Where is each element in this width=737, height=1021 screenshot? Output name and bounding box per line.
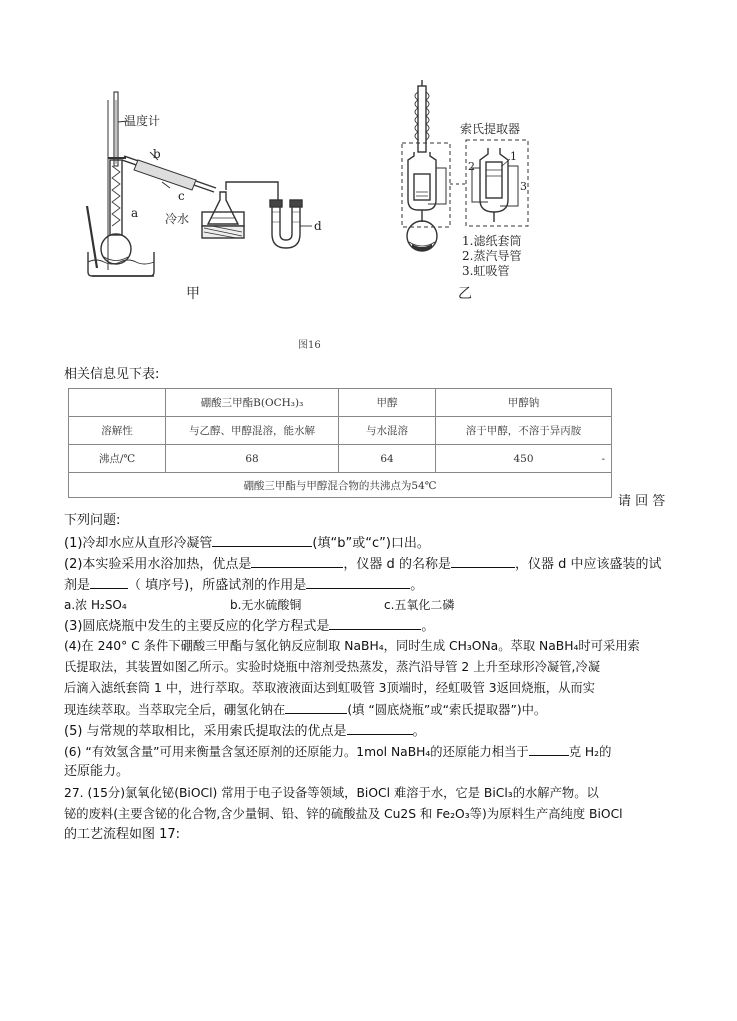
answer-blank[interactable] [212,533,312,547]
answer-blank[interactable] [347,721,413,735]
question-4-line-2: 氏提取法，其装置如图乙所示。实验时烧瓶中溶剂受热蒸发，蒸汽沿导管 2 上升至球形冷凝管,冷凝 [64,660,601,674]
question-2-line-2: 剂是 （ 填序号)，所盛试剂的作用是 。 [64,575,423,595]
num-1: 1 [510,150,517,163]
soxhlet-flask [407,221,437,251]
table-cell: 与水混溶 [339,417,436,445]
question-4-line-3: 后滴入滤纸套筒 1 中，进行萃取。萃取液液面达到虹吸管 3顶端时，经虹吸管 3返回烧瓶，从而实 [64,681,595,695]
table-row [69,445,612,473]
right-note: 请 回 答 [618,494,666,509]
figure-number: 图16 [298,340,321,351]
questions-lead: 下列问题: [64,513,121,528]
water-bath [88,252,154,276]
table-header-row [69,389,612,417]
question-6-line-1: (6) “有效氢含量”可用来衡量含氢还原剂的还原能力。1mol NaBH₄的还原能力相当于 克 H₂的 [64,742,611,761]
table-cell: 硼酸三甲酯B(OCH₃)₃ [166,389,339,417]
label-d: d [314,219,322,233]
answer-blank[interactable] [529,742,569,756]
table-cell: 溶于甲醇，不溶于异丙胺 [436,417,612,445]
info-table [68,388,612,498]
answer-blank[interactable] [90,575,128,589]
ball-condenser [415,80,429,152]
table-dash: - [601,452,605,465]
option-a: a.浓 H₂SO₄ [64,598,127,612]
option-b: b.无水硫酸铜 [230,598,302,612]
question-27-line-2: 铋的废料(主要含铋的化合物,含少量铜、铅、锌的硫酸盐及 Cu2S 和 Fe₂O₃等)为原料生产高纯度 BiOCl [64,807,623,821]
num-3: 3 [520,180,527,193]
caption-yi: 乙 [458,286,472,302]
fractionating-column [110,160,122,235]
soxhlet-extractor-left [408,152,446,222]
question-2-line-1: (2)本实验采用水浴加热，优点是 ，仪器 d 的名称是 ，仪器 d 中应该盛装的试 [64,554,661,574]
num-2: 2 [468,160,475,173]
question-5: (5) 与常规的萃取相比，采用索氏提取法的优点是 。 [64,721,426,741]
question-4-line-4: 现连续萃取。当萃取完全后，硼氢化钠在 (填 “圆底烧瓶”或“索氏提取器”)中。 [64,700,546,719]
table-cell: 沸点/℃ [69,445,166,473]
question-4-line-1: (4)在 240° C 条件下硼酸三甲酯与氢化钠反应制取 NaBH₄，同时生成 CH₃ONa。萃取 NaBH₄时可采用索 [64,639,640,653]
table-cell [69,389,166,417]
legend-2: 2.蒸汽导管 [462,249,522,263]
liebig-condenser [122,152,216,192]
round-bottom-flask [101,234,131,264]
cold-water-bath [202,212,244,238]
caption-jia: 甲 [186,286,200,302]
question-6-line-2: 还原能力。 [64,764,130,779]
legend-3: 3.虹吸管 [462,264,510,278]
label-a: a [131,206,139,220]
table-cell: 甲醇钠 [436,389,612,417]
question-3: (3)圆底烧瓶中发生的主要反应的化学方程式是 。 [64,616,434,636]
question-1: (1)冷却水应从直形冷凝管 (填“b”或“c”)口出。 [64,533,430,553]
answer-blank[interactable] [306,575,410,589]
conical-flask [208,192,238,224]
thermometer-label: 温度计 [124,114,161,128]
answer-blank[interactable] [251,554,343,568]
question-27-line-1: 27. (15分)氯氧化铋(BiOCl) 常用于电子设备等领域，BiOCl 难溶于水，它是 BiCl₃的水解产物。以 [64,786,599,800]
intro-text: 相关信息见下表: [64,367,160,382]
table-row [69,417,612,445]
cold-water-label: 冷水 [165,212,190,226]
option-c: c.五氧化二磷 [384,598,455,612]
label-c: c [178,189,185,203]
table-cell: 溶解性 [69,417,166,445]
table-cell: 64 [339,445,436,473]
u-tube-d [270,200,302,248]
answer-blank[interactable] [451,554,515,568]
table-cell: 450 - [436,445,612,473]
table-cell: 甲醇 [339,389,436,417]
answer-blank[interactable] [285,700,347,714]
question-27-line-3: 的工艺流程如图 17: [64,827,181,842]
soxhlet-title: 索氏提取器 [460,122,521,136]
table-cell: 与乙醇、甲醇混溶，能水解 [166,417,339,445]
label-b: b [153,147,161,161]
figure-16-diagram [0,0,737,360]
table-footer-row [69,473,612,498]
table-cell: 68 [166,445,339,473]
thermometer [114,92,128,166]
legend-1: 1.滤纸套筒 [462,234,522,248]
table-footer: 硼酸三甲酯与甲醇混合物的共沸点为54℃ [69,473,612,498]
answer-blank[interactable] [329,616,421,630]
